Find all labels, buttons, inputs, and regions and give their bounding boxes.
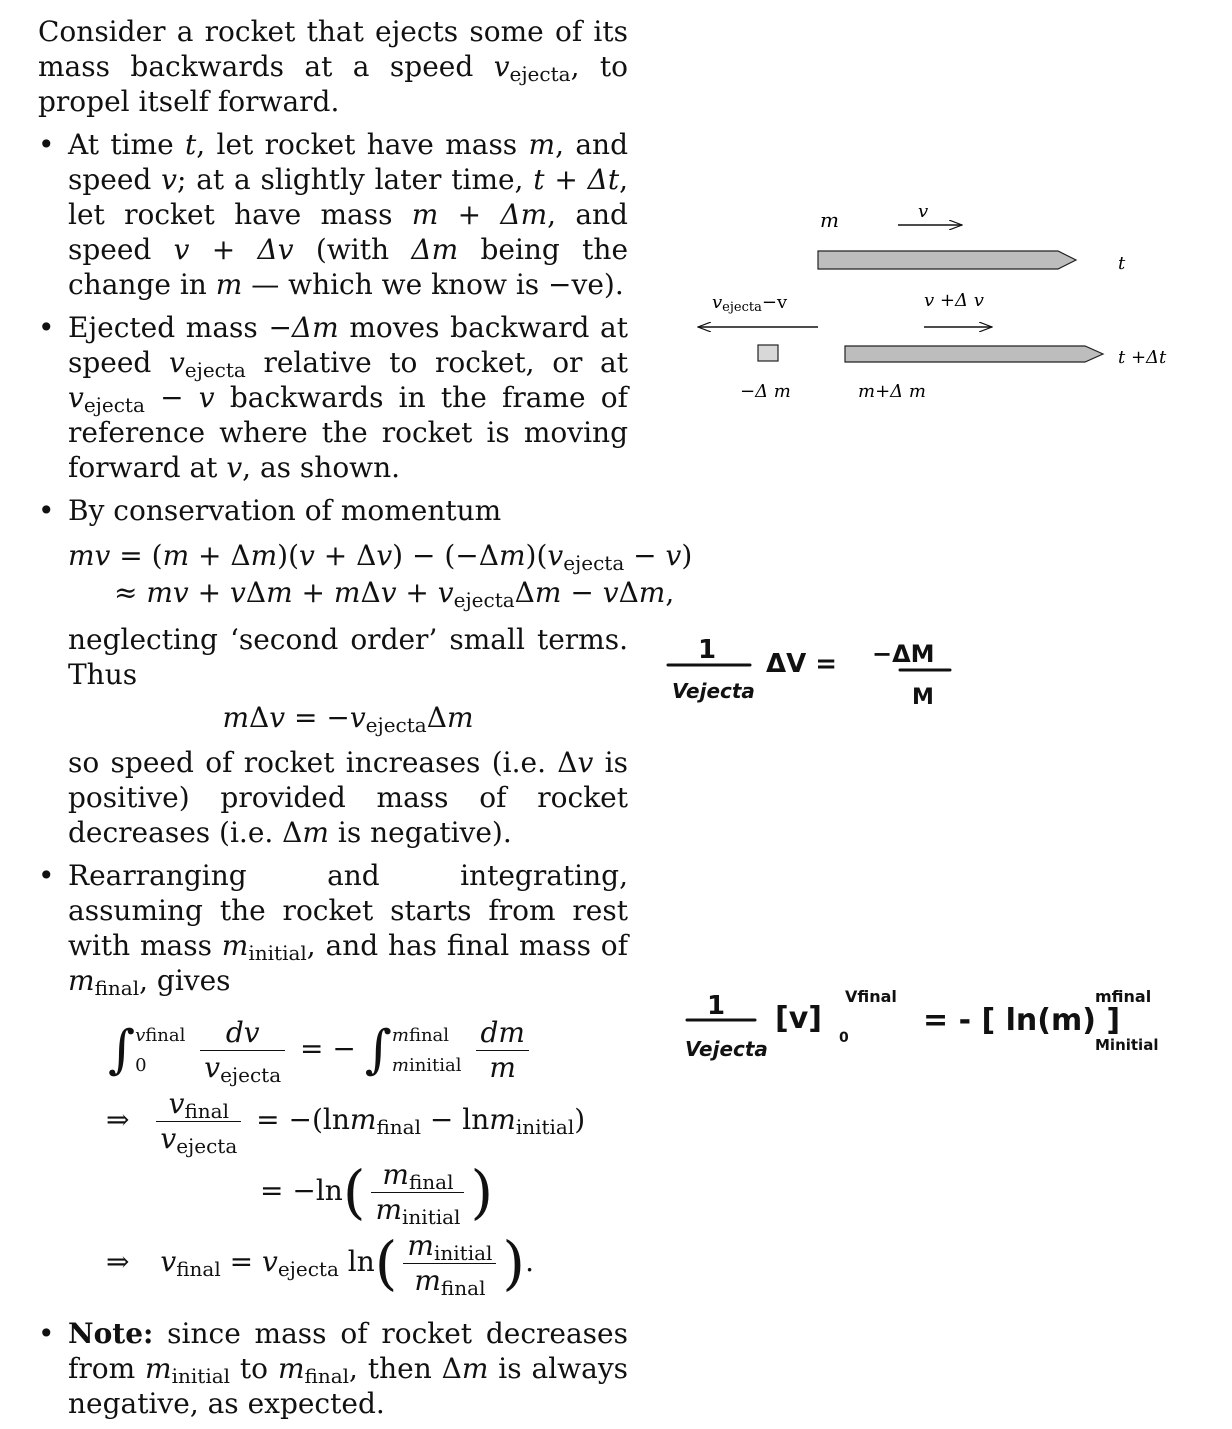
eq-line-3 — [68, 700, 628, 735]
frac-sym: v — [160, 1122, 177, 1155]
eq-op: + Δ — [314, 539, 377, 572]
hw2-lo: 0 — [839, 1030, 849, 1046]
eq-sym: mv — [68, 539, 111, 572]
rocket-diagram-svg — [680, 195, 1200, 415]
eq-sub: ejecta — [453, 588, 515, 612]
frac-num: dv — [200, 1016, 285, 1051]
eq-sym: m — [446, 701, 474, 734]
eq-sub: ejecta — [563, 551, 625, 575]
limit-sym: v — [135, 1024, 146, 1046]
eq-op: = ( — [110, 539, 163, 572]
b2-sym: −Δm — [268, 311, 339, 344]
frac-sub: final — [440, 1276, 486, 1300]
eq-sym: m — [534, 576, 562, 609]
speed-part: so speed of rocket increases (i.e. Δ — [68, 746, 578, 779]
eq-op: − — [561, 576, 603, 609]
eq-sym: m — [638, 576, 666, 609]
bullet-note — [38, 1316, 628, 1421]
eq-op: )( — [277, 539, 300, 572]
eq-sym: v — [547, 539, 564, 572]
b1-sym: t — [185, 128, 197, 161]
eq-sym: m — [498, 539, 526, 572]
eq-sym: v — [376, 539, 393, 572]
bullet-4 — [38, 858, 628, 1298]
hw2-bracket: [v] — [775, 1001, 822, 1036]
eq-sym: m — [250, 539, 278, 572]
fraction-dm — [476, 1016, 528, 1085]
eq-line-2 — [68, 575, 675, 612]
eq-sub: ejecta — [365, 713, 427, 737]
b1-sym: t + Δt — [533, 163, 620, 196]
hw2-hi: Vfinal — [845, 987, 897, 1006]
eq-sym: v — [230, 576, 246, 609]
note-text: to — [230, 1352, 278, 1385]
fraction-mratio — [371, 1158, 464, 1227]
fraction-mratio-inv — [403, 1229, 496, 1298]
limit-sym: m — [391, 1024, 409, 1046]
b2-text: − — [144, 381, 199, 414]
handwritten-note-1 — [660, 620, 980, 730]
bullet-2 — [38, 310, 628, 485]
eq-line-1 — [68, 538, 693, 575]
frac-sym: m — [407, 1229, 434, 1262]
step-4 — [106, 1229, 628, 1298]
eq-sym: v — [602, 576, 619, 609]
left-paren: ( — [374, 1229, 398, 1297]
right-paren: ) — [470, 1158, 494, 1226]
b2-text: backwards in the frame of reference where the rocket is moving forward at — [68, 381, 628, 484]
frac-den: m — [489, 1051, 516, 1084]
note-sub: initial — [171, 1364, 231, 1388]
b2-text: Ejected mass — [68, 311, 269, 344]
b1-text: (with — [293, 233, 412, 266]
frac-sub: final — [408, 1170, 454, 1194]
eq-sym: v — [349, 701, 366, 734]
frac-sym: m — [375, 1193, 403, 1226]
limit-sym: m — [391, 1054, 409, 1076]
intro-paragraph — [38, 14, 628, 119]
integral-limits — [392, 1021, 462, 1081]
b2-text: relative to rocket, or at — [245, 346, 628, 379]
eq-op: . — [525, 1245, 534, 1278]
implies-arrow: ⇒ — [106, 1245, 130, 1278]
speed-sym: v — [577, 746, 594, 779]
eq-sym: mv — [146, 576, 189, 609]
b1-text: , and speed — [68, 128, 628, 196]
frac-num: dm — [476, 1016, 528, 1051]
label-vdv: v +Δ v — [924, 290, 984, 311]
label-m: m — [820, 208, 839, 232]
eq-sym: v — [160, 1245, 177, 1278]
b1-text: , let rocket have mass — [196, 128, 529, 161]
eq-op: + — [396, 576, 438, 609]
bullet-1 — [38, 127, 628, 302]
frac-sub: initial — [402, 1205, 461, 1229]
eq-sym: m — [333, 576, 361, 609]
step-3 — [260, 1158, 628, 1227]
note-label: Note: — [68, 1317, 154, 1350]
hw2-eq: = - [ ln(m) ] — [923, 1003, 1121, 1038]
eq-op: = − — [285, 701, 350, 734]
b1-text: being the change in — [68, 233, 629, 301]
hw2-den: Vejecta — [685, 1037, 768, 1061]
eq-op: Δ — [426, 701, 447, 734]
integral-line — [108, 1016, 628, 1085]
eq-op: , — [665, 576, 675, 609]
note-sym: m — [145, 1352, 172, 1385]
speed-part: is positive) provided mass of rocket decreases (i.e. Δ — [68, 746, 628, 849]
label-vejecta: vejecta−v — [712, 292, 788, 315]
b1-sym: m + Δm — [411, 198, 548, 231]
eq-op: Δ — [618, 576, 639, 609]
eq-sym: v — [262, 1245, 278, 1278]
eq-op: ) − (−Δ — [392, 539, 499, 572]
intro-symbol: v — [493, 50, 510, 83]
b2-sym: v — [226, 451, 243, 484]
frac-sub: final — [184, 1099, 229, 1123]
note-sym: m — [461, 1352, 489, 1385]
b1-text: , and speed — [68, 198, 628, 266]
label-neg-dm: −Δ m — [740, 381, 791, 402]
bullet-list — [38, 127, 693, 1421]
b1-sym: v — [161, 163, 177, 196]
speed-part: is negative). — [328, 816, 512, 849]
b2-sub: ejecta — [184, 358, 246, 382]
b1-text: , let rocket have mass — [68, 163, 628, 231]
eq-sym: v — [269, 701, 286, 734]
eq-sym: v — [380, 576, 397, 609]
hw1-rhs-den: M — [912, 685, 934, 710]
right-paren: ) — [502, 1229, 526, 1297]
frac-sym: v — [204, 1051, 221, 1084]
lecture-text — [38, 14, 693, 1429]
handwritten-note-2 — [675, 970, 1215, 1080]
b2-sub: ejecta — [83, 393, 145, 417]
note-text: is always negative, as expected. — [68, 1352, 629, 1420]
note-text: since mass of rocket decreases from — [68, 1317, 628, 1385]
label-t: t — [1118, 253, 1126, 274]
frac-sub: ejecta — [220, 1063, 282, 1087]
b4-sym: m — [68, 964, 95, 997]
integral-limits — [135, 1021, 185, 1081]
frac-sym: m — [382, 1158, 409, 1191]
b1-text: ; at a slightly later time, — [177, 163, 534, 196]
hw1-mid: ΔV = — [766, 649, 838, 679]
b2-sym: v — [198, 381, 215, 414]
frac-sub: initial — [433, 1241, 493, 1265]
rocket-diagram — [680, 195, 1200, 415]
handwritten-note-2-svg — [675, 970, 1215, 1080]
eq-sub: ejecta — [277, 1257, 339, 1281]
eq-op: = −(ln — [256, 1103, 350, 1136]
hw1-den: Vejecta — [672, 679, 755, 703]
neglect-text: neglecting ‘second order’ small terms. Thus — [68, 623, 628, 691]
integral-sign: ∫ — [364, 1020, 392, 1080]
eq-op: ) — [574, 1103, 586, 1136]
b2-text: moves backward at speed — [68, 311, 629, 379]
b1-sym: m — [528, 128, 556, 161]
b1-sym: m — [215, 268, 243, 301]
eq-sub: final — [176, 1257, 221, 1281]
hw1-num: 1 — [698, 635, 717, 665]
eq-op: − — [624, 539, 666, 572]
rocket-t — [818, 251, 1076, 269]
eq-op: + — [292, 576, 334, 609]
momentum-equations — [68, 538, 693, 612]
speed-text — [68, 745, 628, 850]
b4-sub: final — [94, 976, 140, 1000]
b4-sub: initial — [248, 941, 307, 965]
eq-sym: m — [162, 539, 190, 572]
eq-op: − ln — [421, 1103, 490, 1136]
b4-text: , and has final mass of — [306, 929, 628, 962]
eq-op: + — [188, 576, 231, 609]
eq-op: Δ — [249, 701, 270, 734]
intro-text: , to propel itself forward. — [38, 50, 628, 118]
b2-sym: v — [68, 381, 84, 414]
b2-sym: v — [168, 346, 185, 379]
eq-op: Δ — [245, 576, 267, 609]
eq-op: ) — [681, 539, 693, 572]
fraction-vfinal — [156, 1087, 241, 1156]
hw2-down: Minitial — [1095, 1036, 1159, 1054]
hw1-rhs-num: −ΔM — [872, 640, 935, 668]
b4-sym: m — [221, 929, 249, 962]
eq-sym: m — [222, 701, 250, 734]
intro-text: Consider a rocket that ejects some of its mass backwards at a speed — [38, 15, 628, 83]
eq-op: = − — [300, 1032, 356, 1065]
b4-text: Rearranging and integrating, assuming the rocket starts from rest with mass — [68, 859, 628, 962]
eq-sym: m — [349, 1103, 377, 1136]
rocket-tdt — [845, 346, 1103, 362]
eq-op: = — [220, 1245, 263, 1278]
eq-sym: v — [437, 576, 454, 609]
eq-op: + Δ — [189, 539, 251, 572]
frac-sym: v — [168, 1087, 185, 1120]
b4-text: , gives — [139, 964, 231, 997]
frac-sub: ejecta — [176, 1134, 238, 1158]
eq-sym: v — [665, 539, 682, 572]
hw2-num: 1 — [707, 991, 726, 1021]
integral-sign: ∫ — [108, 1020, 136, 1080]
eq-sub: final — [376, 1115, 421, 1139]
label-tdt: t +Δt — [1118, 347, 1167, 368]
b1-text: — which we know is −ve). — [242, 268, 624, 301]
eq-op: Δ — [360, 576, 381, 609]
limit-lo: initial — [408, 1054, 462, 1076]
b1-sym: v + Δv — [173, 233, 294, 266]
frac-sym: m — [414, 1264, 441, 1297]
b2-text: , as shown. — [242, 451, 401, 484]
eq-sym: v — [299, 539, 315, 572]
eq-op: ≈ — [114, 576, 147, 609]
eq-sym: m — [489, 1103, 516, 1136]
ejected-mass — [758, 345, 778, 361]
handwritten-note-1-svg — [660, 620, 980, 730]
implies-arrow: ⇒ — [106, 1103, 130, 1136]
eq-op: ln — [338, 1245, 375, 1278]
eq-op: )( — [525, 539, 548, 572]
b1-sym: Δm — [411, 233, 459, 266]
bullet-3 — [38, 493, 693, 850]
eq-sub: initial — [515, 1115, 575, 1139]
left-paren: ( — [342, 1158, 366, 1226]
note-sym: m — [277, 1352, 305, 1385]
note-sub: final — [304, 1364, 350, 1388]
limit-hi: final — [145, 1024, 186, 1046]
hw2-up: mfinal — [1095, 987, 1152, 1006]
b1-text: At time — [68, 128, 186, 161]
limit-hi: final — [408, 1024, 450, 1046]
label-v: v — [918, 201, 929, 222]
eq-sym: m — [266, 576, 293, 609]
eq-op: Δ — [514, 576, 535, 609]
intro-sub: ejecta — [509, 62, 571, 86]
integral-derivation — [108, 1016, 628, 1298]
eq-op: = −ln — [260, 1174, 343, 1207]
b3-text: By conservation of momentum — [68, 494, 502, 527]
step-2 — [106, 1087, 628, 1156]
fraction-dv — [200, 1016, 285, 1085]
speed-sym: m — [302, 816, 329, 849]
label-mdm: m+Δ m — [858, 381, 926, 402]
limit-lo: 0 — [135, 1054, 147, 1076]
note-text: , then Δ — [349, 1352, 462, 1385]
